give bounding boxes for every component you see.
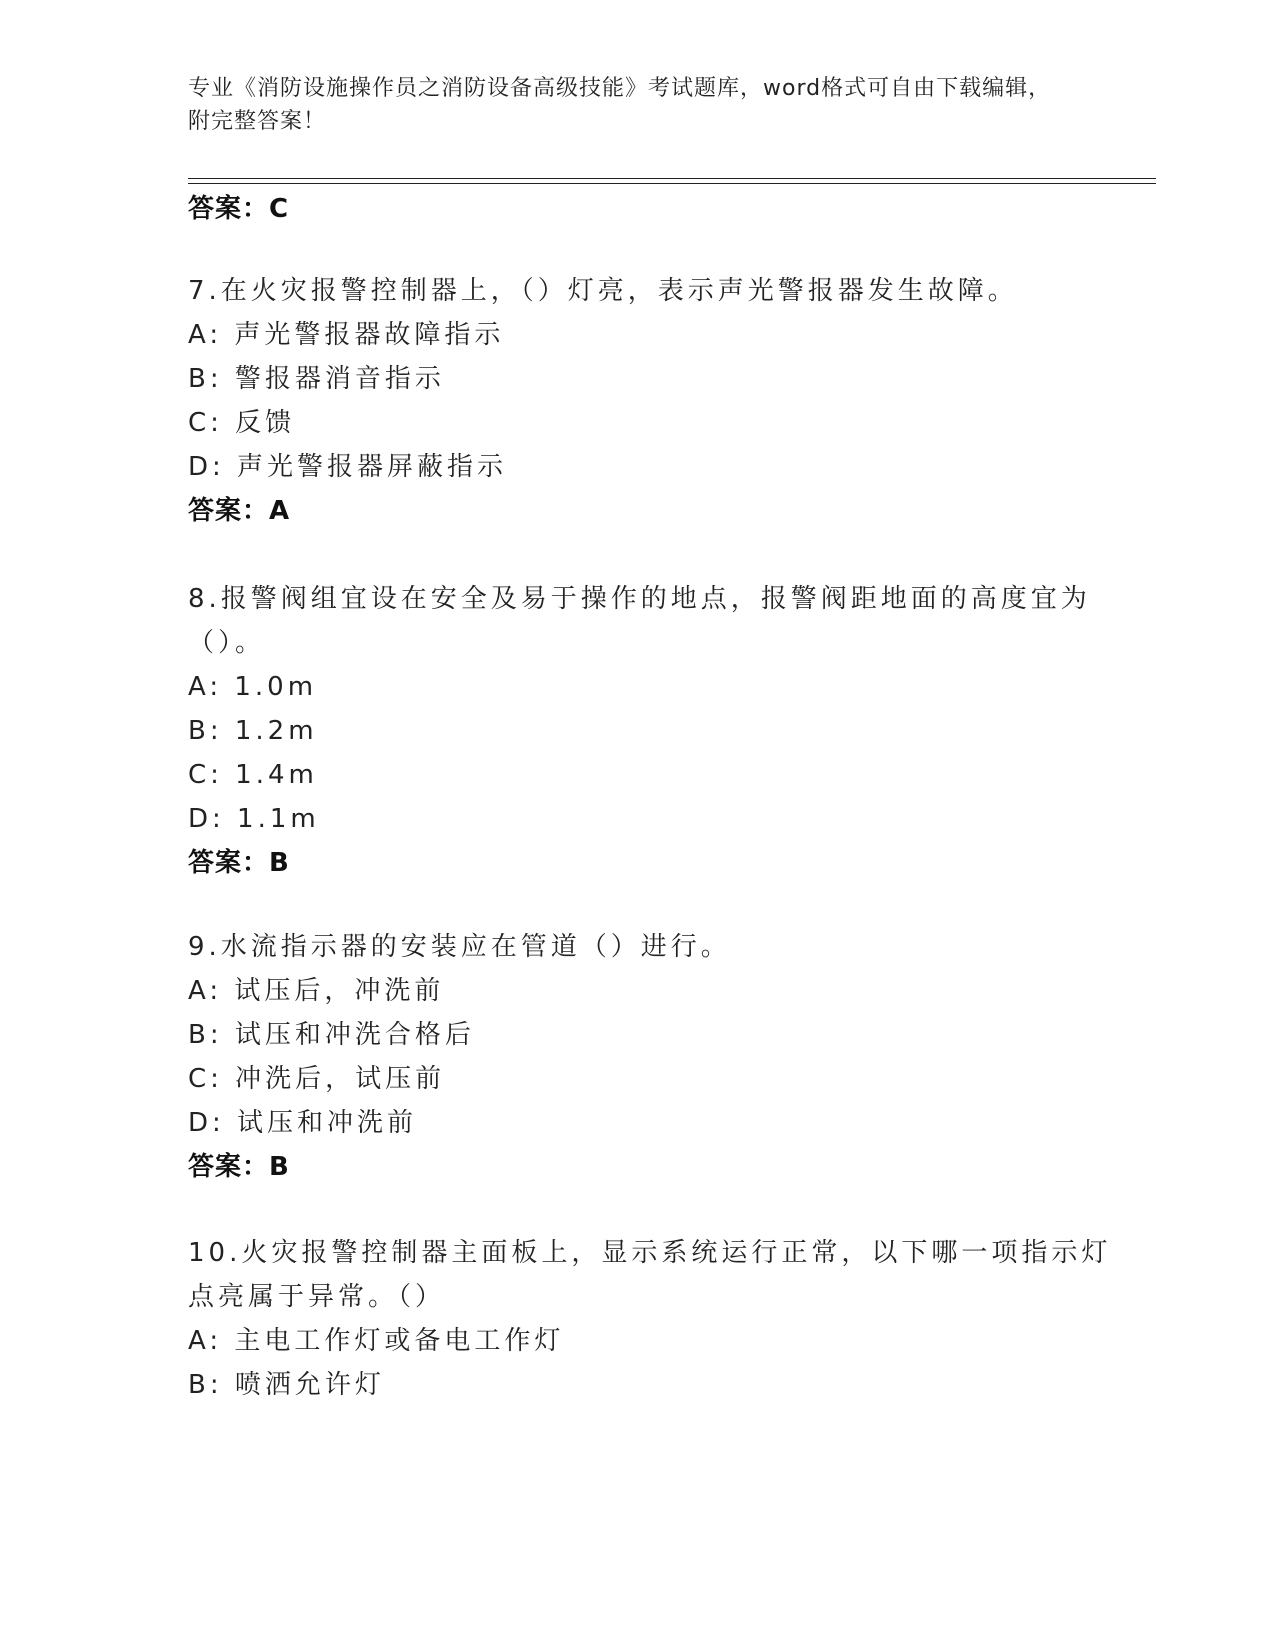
header-rule-top: [188, 178, 1156, 179]
answer-label: 答案：: [188, 496, 270, 526]
document-intro: 专业《消防设施操作员之消防设备高级技能》考试题库，word格式可自由下载编辑，附完整答案！: [188, 76, 1052, 134]
answer-value: B: [269, 1152, 290, 1182]
question-7-option-a: A: 声光警报器故障指示: [188, 320, 505, 350]
question-9-stem: 9.水流指示器的安装应在管道（）进行。: [188, 932, 731, 962]
question-7-option-c: C: 反馈: [188, 408, 296, 438]
question-10-option-a: A: 主电工作灯或备电工作灯: [188, 1326, 565, 1356]
question-7-option-b: B: 警报器消音指示: [188, 364, 445, 394]
question-8-option-b: B: 1.2m: [188, 716, 318, 746]
answer-label: 答案：: [188, 194, 270, 224]
answer-value: B: [269, 848, 290, 878]
answer-label: 答案：: [188, 1152, 270, 1182]
question-8-stem-cont: （）。: [188, 628, 266, 658]
question-9-option-b: B: 试压和冲洗合格后: [188, 1020, 475, 1050]
question-9-option-c: C: 冲洗后，试压前: [188, 1064, 446, 1094]
answer-label: 答案：: [188, 848, 270, 878]
question-9-option-a: A: 试压后，冲洗前: [188, 976, 445, 1006]
question-9-answer: [188, 1152, 290, 1182]
question-7-option-d: D: 声光警报器屏蔽指示: [188, 452, 508, 482]
question-10-stem-cont: 点亮属于异常。（）: [188, 1282, 446, 1312]
question-8-option-d: D: 1.1m: [188, 804, 320, 834]
header-rule-bottom: [188, 183, 1156, 184]
question-8-stem: 8.报警阀组宜设在安全及易于操作的地点，报警阀距地面的高度宜为: [188, 584, 1091, 614]
question-9-option-d: D: 试压和冲洗前: [188, 1108, 418, 1138]
answer-value: C: [269, 194, 290, 224]
question-8-option-c: C: 1.4m: [188, 760, 318, 790]
question-7-stem: 7.在火灾报警控制器上，（）灯亮，表示声光警报器发生故障。: [188, 276, 1018, 306]
question-7-answer: [188, 496, 290, 526]
question-8-answer: [188, 848, 290, 878]
answer-prev: [188, 194, 289, 224]
question-10-stem: 10.火灾报警控制器主面板上，显示系统运行正常，以下哪一项指示灯: [188, 1238, 1112, 1268]
question-10-option-b: B: 喷洒允许灯: [188, 1370, 385, 1400]
question-8-option-a: A: 1.0m: [188, 672, 318, 702]
answer-value: A: [269, 496, 291, 526]
